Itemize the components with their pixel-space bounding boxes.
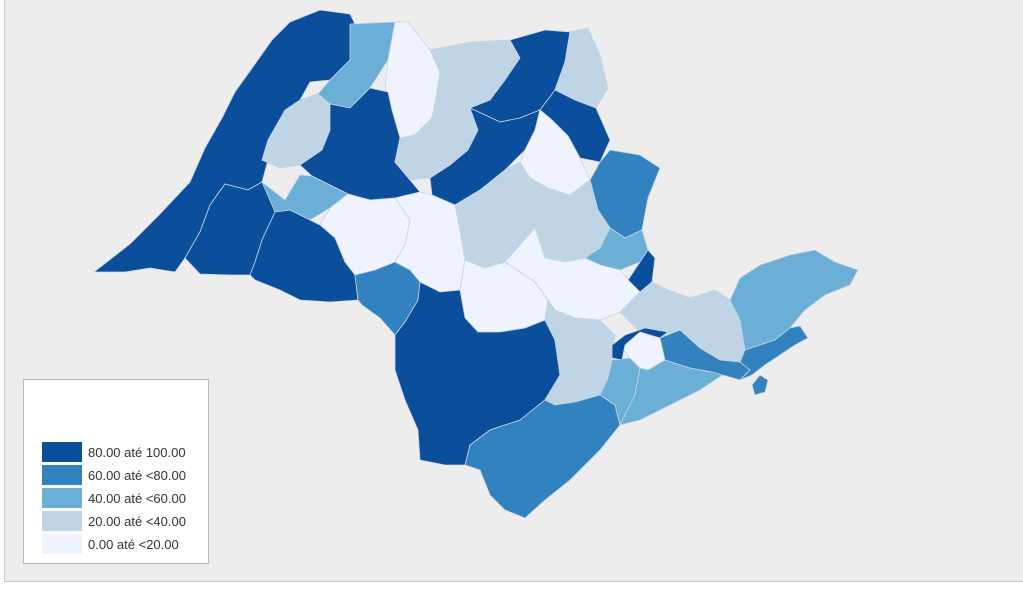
legend-swatch: [42, 442, 82, 462]
legend: [23, 379, 209, 564]
legend-item-80-100: [42, 442, 186, 462]
legend-label: 80.00 até 100.00: [88, 444, 186, 460]
legend-swatch: [42, 465, 82, 485]
legend-swatch: [42, 534, 82, 554]
legend-item-0-20: [42, 534, 179, 554]
legend-label: 20.00 até <40.00: [88, 513, 186, 529]
legend-label: 40.00 até <60.00: [88, 490, 186, 506]
legend-label: 60.00 até <80.00: [88, 467, 186, 483]
legend-swatch: [42, 488, 82, 508]
legend-item-40-60: [42, 488, 186, 508]
legend-item-60-80: [42, 465, 186, 485]
region-r37-island[interactable]: [752, 375, 768, 395]
legend-item-20-40: [42, 511, 186, 531]
legend-swatch: [42, 511, 82, 531]
legend-label: 0.00 até <20.00: [88, 536, 179, 552]
